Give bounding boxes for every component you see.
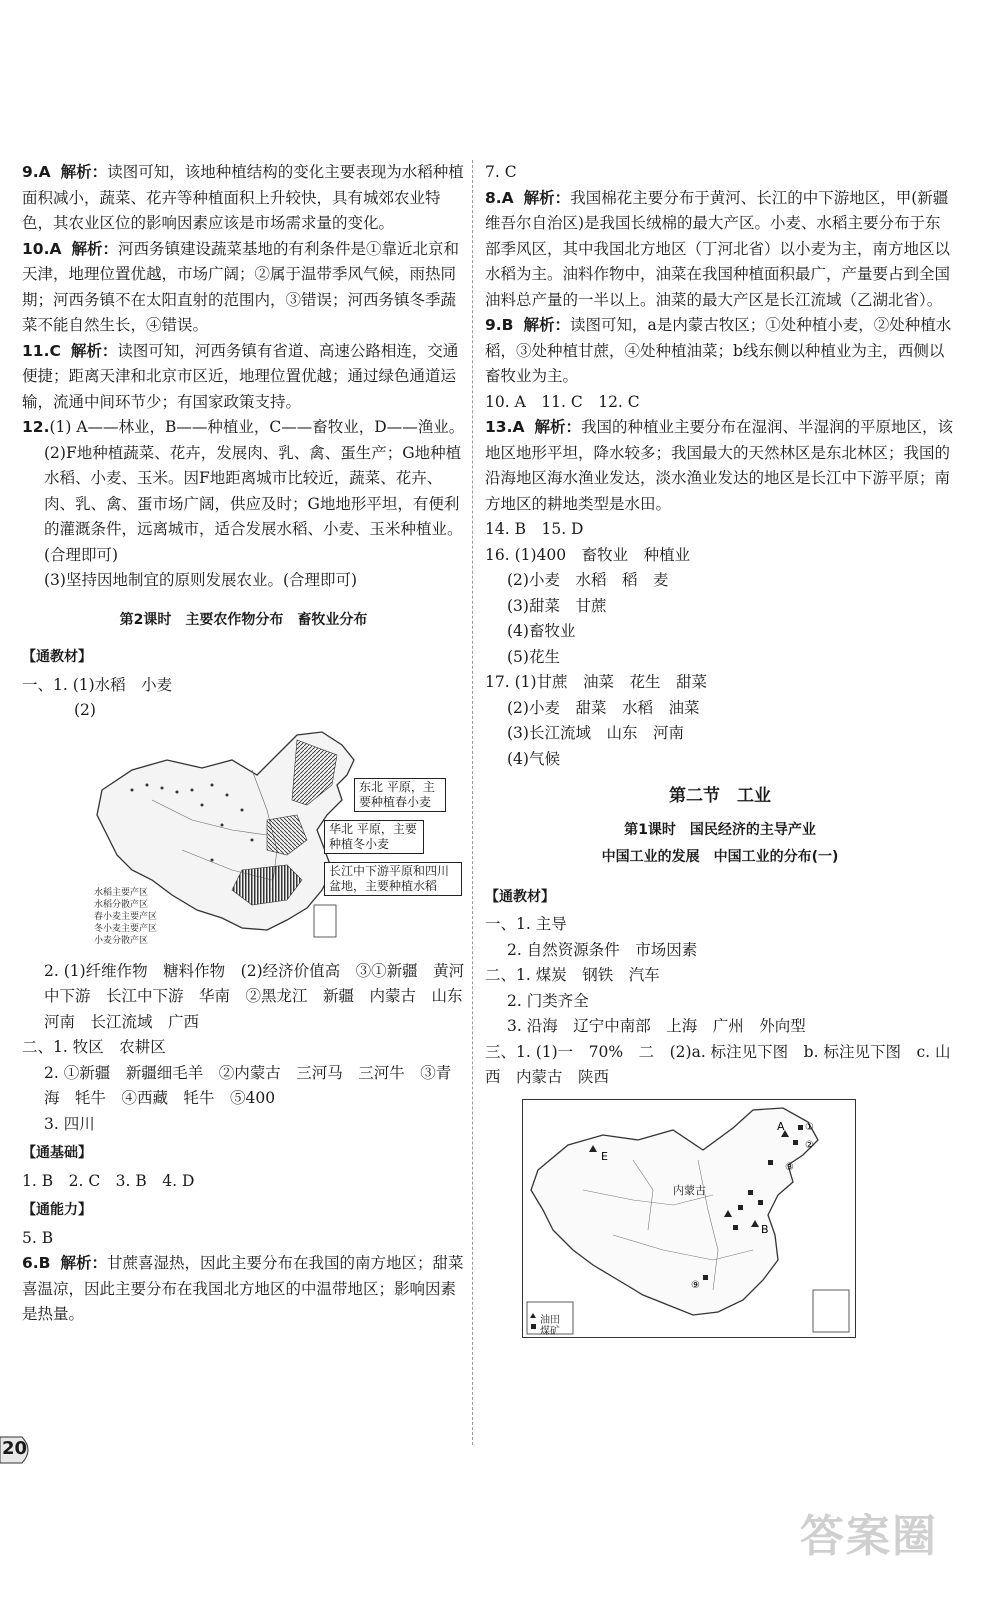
answer-r17-4: (4)气候 <box>507 749 560 768</box>
tong-jiaocai-heading-r: 【通教材】 <box>485 888 555 905</box>
answer-12-2: (2)F地种植蔬菜、花卉，发展肉、乳、禽、蛋生产；G地种植水稻、小麦、玉米。因F地距离城市比较近，蔬菜、花卉、肉、乳、禽、蛋市场广阔，供应及时；G地地形平坦，有便利的灌溉条件，远离城市，适合发展水稻、小麦、玉米种植业。(合理即可) <box>44 443 463 564</box>
ans-b1: 二、1. 煤炭 钢铁 汽车 <box>485 966 660 984</box>
map-letter-e: E <box>601 1149 608 1163</box>
section-1-2: 2. (1)纤维作物 糖料作物 (2)经济价值高 ③①新疆 黄河中下游 长江中下游 华南 ②黑龙江 新疆 内蒙古 山东 河南 长江流域 广西 <box>44 961 479 1031</box>
answer-r16-2: (2)小麦 水稻 稻 麦 <box>507 571 669 589</box>
page-number: 20 <box>0 1435 36 1465</box>
svg-text:③: ③ <box>785 1161 794 1173</box>
section-2-3: 3. 四川 <box>44 1114 95 1133</box>
tong-jichu-heading: 【通基础】 <box>22 1145 92 1161</box>
answer-r16-4: (4)畜牧业 <box>507 622 576 640</box>
lesson-1-title: 第1课时 国民经济的主导产业 <box>624 821 816 838</box>
map-letter-a: A <box>777 1119 785 1133</box>
answer-r13: 13.A 解析：我国的种植业主要分布在湿润、半湿润的平原地区，该地区地形平坦，降水较多；我国最大的天然林区是东北林区；我国的沿海地区海水渔业发达，淡水渔业发达的地区是长江中下游平原；南方地区的耕地类型是水田。 <box>485 418 953 513</box>
section-2-1: 二、1. 牧区 农耕区 <box>22 1038 166 1056</box>
map-label-neimenggu: 内蒙古 <box>673 1183 706 1197</box>
ans-b2: 2. 门类齐全 <box>507 991 589 1010</box>
label-north-china: 华北 平原，主要种植冬小麦 <box>324 820 424 854</box>
label-changjiang: 长江中下游平原和四川盆地，主要种植水稻 <box>324 862 462 896</box>
crop-distribution-map <box>92 730 462 955</box>
answer-r16-1: 16. (1)400 畜牧业 种植业 <box>485 545 691 564</box>
watermark-logo: 答案圈 <box>800 1511 938 1562</box>
answer-6: 6.B 解析：甘蔗喜湿热，因此主要分布在我国的南方地区；甜菜喜温凉，因此主要分布在我国北方地区的中温带地区；影响因素是热量。 <box>22 1254 464 1323</box>
section-title-industry: 第二节 工业 <box>669 786 771 806</box>
lesson-1-subtitle: 中国工业的发展 中国工业的分布(一) <box>601 849 839 865</box>
left-column <box>22 160 479 1328</box>
lesson-2-title: 第2课时 主要农作物分布 畜牧业分布 <box>119 611 368 628</box>
tong-nengli-heading: 【通能力】 <box>22 1202 92 1218</box>
legend-coal: 煤矿 <box>540 1325 560 1337</box>
ans-b3: 3. 沿海 辽宁中南部 上海 广州 外向型 <box>507 1017 806 1035</box>
tong-jiaocai-heading: 【通教材】 <box>22 649 92 665</box>
answer-r16-3: (3)甜菜 甘蔗 <box>507 596 607 615</box>
china-industry-outline <box>523 1100 855 1337</box>
map-legend: 水稻主要产区 水稻分散产区 春小麦主要产区 冬小麦主要产区 小麦分散产区 <box>94 887 158 946</box>
answer-r17-2: (2)小麦 甜菜 水稻 油菜 <box>507 698 700 717</box>
answer-r7: 7. C <box>485 163 517 181</box>
answer-r17-3: (3)长江流域 山东 河南 <box>507 724 684 742</box>
answer-12-3: (3)坚持因地制宜的原则发展农业。(合理即可) <box>44 571 358 589</box>
answer-r14-15: 14. B 15. D <box>485 520 584 538</box>
svg-text:①: ① <box>805 1121 814 1133</box>
column-divider <box>472 160 473 1445</box>
answer-12-1: 12.(1) A——林业，B——种植业，C——畜牧业，D——渔业。 <box>22 418 465 436</box>
section-1-1b: (2) <box>74 701 96 719</box>
svg-text:②: ② <box>805 1139 814 1151</box>
legend-oilfield: 油田 <box>540 1314 560 1326</box>
answer-9: 9.A 解析：读图可知，该地种植结构的变化主要表现为水稻种植面积减小，蔬菜、花卉等种植面积上升较快，具有城郊农业特色，其农业区位的影响因素应该是市场需求量的变化。 <box>22 163 464 232</box>
section-2-2: 2. ①新疆 新疆细毛羊 ②内蒙古 三河马 三河牛 ③青海 牦牛 ④西藏 牦牛 ⑤400 <box>44 1063 452 1107</box>
map-letter-b: B <box>761 1222 769 1236</box>
label-northeast: 东北 平原，主要种植春小麦 <box>354 778 446 812</box>
answer-r8: 8.A 解析：我国棉花主要分布于黄河、长江的中下游地区，甲(新疆维吾尔自治区)是我国长绒棉的最大产区。小麦、水稻主要分布于东部季风区，其中我国北方地区（丁河北省）以小麦为主，南方地区以水稻为主。油料作物中，油菜在我国种植面积最广，产量要占到全国油料总产量的一半以上。油菜的最大产区是长江流域（乙湖北省）。 <box>485 188 951 309</box>
ans-a1: 一、1. 主导 <box>485 915 567 933</box>
right-column <box>485 160 955 1338</box>
answer-5: 5. B <box>22 1228 54 1247</box>
answer-r10-12: 10. A 11. C 12. C <box>485 392 640 411</box>
answer-10: 10.A 解析：河西务镇建设蔬菜基地的有利条件是①靠近北京和天津，地理位置优越，市场广阔；②属于温带季风气候，雨热同期；河西务镇不在太阳直射的范围内，③错误；河西务镇冬季蔬菜不能自然生长，④错误。 <box>22 239 459 334</box>
answer-r17-1: 17. (1)甘蔗 油菜 花生 甜菜 <box>485 673 708 691</box>
jichu-answers: 1. B 2. C 3. B 4. D <box>22 1171 195 1190</box>
svg-text:⑨: ⑨ <box>691 1279 700 1291</box>
answer-r9: 9.B 解析：读图可知，a是内蒙古牧区；①处种植小麦，②处种植水稻，③处种植甘蔗，④处种植油菜；b线东侧以种植业为主，西侧以畜牧业为主。 <box>485 316 952 385</box>
answer-11: 11.C 解析：读图可知，河西务镇有省道、高速公路相连，交通便捷；距离天津和北京市区近，地理位置优越；通过绿色通道运输，流通中间环节少；有国家政策支持。 <box>22 341 459 411</box>
answer-r16-5: (5)花生 <box>507 647 560 666</box>
industry-map <box>522 1099 856 1338</box>
ans-a2: 2. 自然资源条件 市场因素 <box>507 940 698 959</box>
ans-c1: 三、1. (1)一 70% 二 (2)a. 标注见下图 b. 标注见下图 c. 山西 内蒙古 陕西 <box>485 1042 951 1086</box>
section-1-1: 一、1. (1)水稻 小麦 <box>22 675 173 694</box>
